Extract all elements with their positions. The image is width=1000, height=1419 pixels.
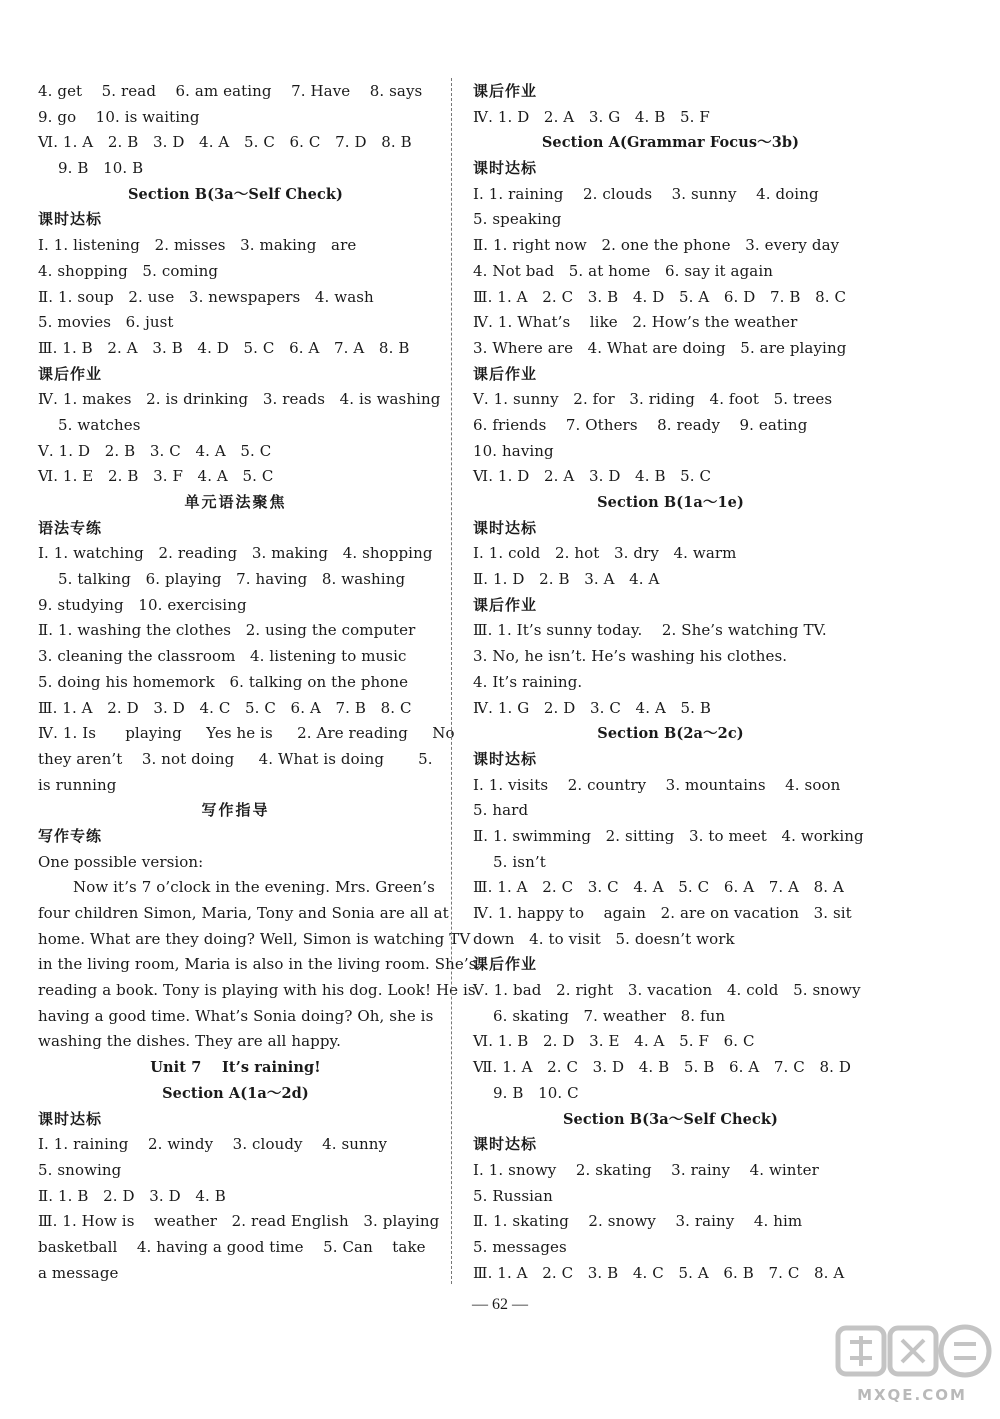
answer-line: 5. isn’t xyxy=(493,852,546,871)
answer-line: 9. studying 10. exercising xyxy=(38,595,247,614)
answer-line: 3. No, he isn’t. He’s washing his clothes. xyxy=(473,647,788,666)
answer-line: Ⅲ. 1. A 2. C 3. C 4. A 5. C 6. A 7. A 8. A xyxy=(473,878,844,897)
subsection-heading: 语法专练 xyxy=(38,518,103,537)
answer-line: 4. It’s raining. xyxy=(473,672,583,691)
subsection-heading: 课时达标 xyxy=(473,159,538,178)
section-heading: Section B(3a～Self Check) xyxy=(127,185,344,203)
subsection-heading: 课后作业 xyxy=(473,364,538,383)
subsection-heading: 课后作业 xyxy=(38,364,103,383)
answer-line: 5. messages xyxy=(473,1237,567,1256)
answer-line: 5. Russian xyxy=(473,1186,553,1205)
answer-line: basketball 4. having a good time 5. Can take xyxy=(38,1237,426,1256)
page-number: — 62 — xyxy=(472,1296,528,1313)
subsection-heading: 课时达标 xyxy=(38,210,103,229)
answer-line: is running xyxy=(38,775,117,794)
answer-line: 4. Not bad 5. at home 6. say it again xyxy=(473,261,773,280)
answer-line: Ⅳ. 1. G 2. D 3. C 4. A 5. B xyxy=(473,698,711,717)
answer-line: having a good time. What’s Sonia doing? Oh, she is xyxy=(38,1006,434,1025)
paragraph-line: Now it’s 7 o’clock in the evening. Mrs. Green’s xyxy=(73,878,435,897)
subsection-heading: 写作专练 xyxy=(38,826,103,845)
answer-line: Ⅲ. 1. A 2. D 3. D 4. C 5. C 6. A 7. B 8. C xyxy=(38,698,412,717)
answer-line: Ⅰ. 1. snowy 2. skating 3. rainy 4. winter xyxy=(473,1160,819,1179)
section-heading: 写作指导 xyxy=(201,801,270,820)
answer-line: Ⅳ. 1. Is playing Yes he is 2. Are reading No xyxy=(38,724,455,743)
subsection-heading: 课时达标 xyxy=(473,1135,538,1154)
answer-line: 5. watches xyxy=(58,415,141,434)
section-heading: Unit 7 It’s raining! xyxy=(150,1059,321,1077)
answer-line: home. What are they doing? Well, Simon is watching TV xyxy=(38,929,471,948)
answer-line: 6. friends 7. Others 8. ready 9. eating xyxy=(473,415,808,434)
answer-line: Ⅲ. 1. It’s sunny today. 2. She’s watching TV. xyxy=(473,621,827,640)
answer-line: reading a book. Tony is playing with his dog. Look! He is xyxy=(38,981,476,1000)
answer-line: 9. B 10. B xyxy=(58,159,144,178)
section-heading: 单元语法聚焦 xyxy=(184,493,287,511)
watermark-seal-icon xyxy=(832,1322,992,1388)
answer-line: One possible version: xyxy=(38,852,204,871)
subsection-heading: 课时达标 xyxy=(473,749,538,768)
section-heading: Section B(2a～2c) xyxy=(597,725,744,743)
subsection-heading: 课后作业 xyxy=(473,82,538,100)
answer-line: Ⅱ. 1. right now 2. one the phone 3. every day xyxy=(473,236,840,255)
section-heading: Section B(3a～Self Check) xyxy=(562,1110,779,1128)
answer-line: Ⅵ. 1. B 2. D 3. E 4. A 5. F 6. C xyxy=(473,1032,755,1051)
answer-line: Ⅰ. 1. cold 2. hot 3. dry 4. warm xyxy=(473,544,737,563)
answer-line: Ⅰ. 1. raining 2. clouds 3. sunny 4. doing xyxy=(473,184,819,203)
subsection-heading: 课时达标 xyxy=(473,518,538,537)
left-column xyxy=(38,79,477,1286)
answer-line: 6. skating 7. weather 8. fun xyxy=(493,1006,726,1025)
subsection-heading: 课后作业 xyxy=(473,595,538,614)
answer-line: Ⅳ. 1. What’s like 2. How’s the weather xyxy=(473,313,798,332)
answer-line: Ⅰ. 1. raining 2. windy 3. cloudy 4. sunny xyxy=(38,1135,388,1154)
answer-line: Ⅴ. 1. D 2. B 3. C 4. A 5. C xyxy=(38,441,272,460)
answer-line: Ⅱ. 1. skating 2. snowy 3. rainy 4. him xyxy=(473,1212,803,1231)
watermark-text: MXQE.COM xyxy=(857,1386,967,1404)
answer-line: Ⅲ. 1. B 2. A 3. B 4. D 5. C 6. A 7. A 8. B xyxy=(38,338,410,357)
right-column xyxy=(473,79,868,1286)
answer-line: Ⅳ. 1. D 2. A 3. G 4. B 5. F xyxy=(473,107,710,126)
answer-line: Ⅰ. 1. watching 2. reading 3. making 4. shopping xyxy=(38,544,433,563)
answer-line: Ⅱ. 1. B 2. D 3. D 4. B xyxy=(38,1186,226,1205)
answer-line: Ⅳ. 1. happy to again 2. are on vacation 3. sit xyxy=(473,904,852,922)
answer-line: Ⅲ. 1. A 2. C 3. B 4. C 5. A 6. B 7. C 8. A xyxy=(473,1263,845,1282)
answer-line: a message xyxy=(38,1263,119,1282)
answer-line: 4. get 5. read 6. am eating 7. Have 8. says xyxy=(38,82,423,100)
answer-line: Ⅱ. 1. soup 2. use 3. newspapers 4. wash xyxy=(38,287,374,306)
answer-line: Ⅴ. 1. bad 2. right 3. vacation 4. cold 5. snowy xyxy=(473,981,861,1000)
answer-line: 5. hard xyxy=(473,801,529,820)
watermark-logo xyxy=(832,1322,992,1412)
answer-line: 5. snowing xyxy=(38,1160,122,1179)
answer-line: 3. Where are 4. What are doing 5. are playing xyxy=(473,338,847,357)
subsection-heading: 课后作业 xyxy=(473,955,538,974)
answer-line: Ⅱ. 1. swimming 2. sitting 3. to meet 4. working xyxy=(473,826,864,845)
answer-line: Ⅳ. 1. makes 2. is drinking 3. reads 4. is washing xyxy=(38,390,441,409)
answer-line: Ⅲ. 1. How is weather 2. read English 3. playing xyxy=(38,1212,440,1231)
answer-line: they aren’t 3. not doing 4. What is doing 5. xyxy=(38,749,433,768)
answer-line: 9. B 10. C xyxy=(493,1083,579,1102)
answer-line: in the living room, Maria is also in the living room. She’s xyxy=(38,955,477,974)
section-heading: Section B(1a～1e) xyxy=(597,494,744,511)
subsection-heading: 课时达标 xyxy=(38,1109,103,1128)
answer-line: four children Simon, Maria, Tony and Sonia are all at xyxy=(38,904,449,922)
answer-line: washing the dishes. They are all happy. xyxy=(38,1032,341,1051)
answer-line: Ⅱ. 1. D 2. B 3. A 4. A xyxy=(473,570,660,589)
answer-line: 10. having xyxy=(473,441,554,460)
answer-line: 3. cleaning the classroom 4. listening to music xyxy=(38,647,407,666)
section-heading: Section A(1a～2d) xyxy=(162,1084,309,1102)
answer-line: 5. doing his homemork 6. talking on the phone xyxy=(38,672,409,691)
answer-line: Ⅵ. 1. E 2. B 3. F 4. A 5. C xyxy=(38,467,274,486)
answer-line: 5. movies 6. just xyxy=(38,313,174,332)
answer-line: Ⅵ. 1. D 2. A 3. D 4. B 5. C xyxy=(473,467,712,486)
answer-line: Ⅶ. 1. A 2. C 3. D 4. B 5. B 6. A 7. C 8. D xyxy=(473,1058,851,1077)
answer-line: 5. talking 6. playing 7. having 8. washing xyxy=(58,570,406,589)
column-divider xyxy=(451,78,452,1284)
answer-line: down 4. to visit 5. doesn’t work xyxy=(473,929,735,948)
section-heading: Section A(Grammar Focus～3b) xyxy=(541,134,800,152)
answer-line: Ⅵ. 1. A 2. B 3. D 4. A 5. C 6. C 7. D 8. B xyxy=(38,133,412,152)
answer-line: Ⅰ. 1. listening 2. misses 3. making are xyxy=(38,236,357,255)
answer-line: Ⅲ. 1. A 2. C 3. B 4. D 5. A 6. D 7. B 8. C xyxy=(473,287,847,306)
answer-line: 4. shopping 5. coming xyxy=(38,261,219,280)
answer-line: Ⅱ. 1. washing the clothes 2. using the computer xyxy=(38,621,416,640)
answer-line: Ⅴ. 1. sunny 2. for 3. riding 4. foot 5. trees xyxy=(473,390,833,409)
answer-line: Ⅰ. 1. visits 2. country 3. mountains 4. soon xyxy=(473,775,841,794)
answer-line: 9. go 10. is waiting xyxy=(38,107,200,126)
answer-line: 5. speaking xyxy=(473,210,562,229)
